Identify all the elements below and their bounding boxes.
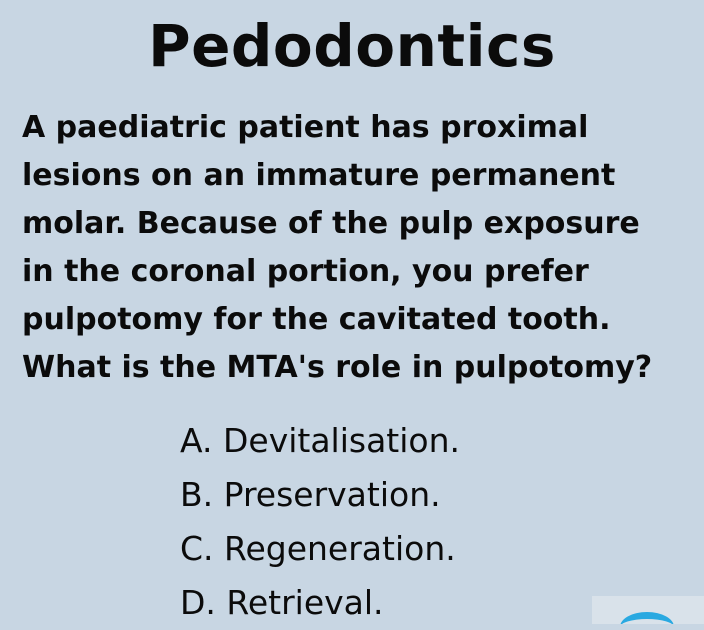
option-d: D. Retrieval. bbox=[180, 583, 384, 622]
answer-options bbox=[180, 414, 660, 630]
page-title: Pedodontics bbox=[148, 12, 556, 80]
question-line: in the coronal portion, you prefer bbox=[22, 254, 589, 289]
question-text bbox=[22, 104, 694, 392]
question-line: A paediatric patient has proximal bbox=[22, 110, 589, 145]
option-c: C. Regeneration. bbox=[180, 529, 456, 568]
question-line: pulpotomy for the cavitated tooth. bbox=[22, 302, 611, 337]
question-line: What is the MTA's role in pulpotomy? bbox=[22, 350, 653, 385]
option-a: A. Devitalisation. bbox=[180, 421, 461, 460]
logo-swoosh-icon bbox=[620, 612, 674, 624]
option-b: B. Preservation. bbox=[180, 475, 441, 514]
question-line: molar. Because of the pulp exposure bbox=[22, 206, 640, 241]
question-line: lesions on an immature permanent bbox=[22, 158, 616, 193]
corner-badge bbox=[592, 596, 704, 624]
